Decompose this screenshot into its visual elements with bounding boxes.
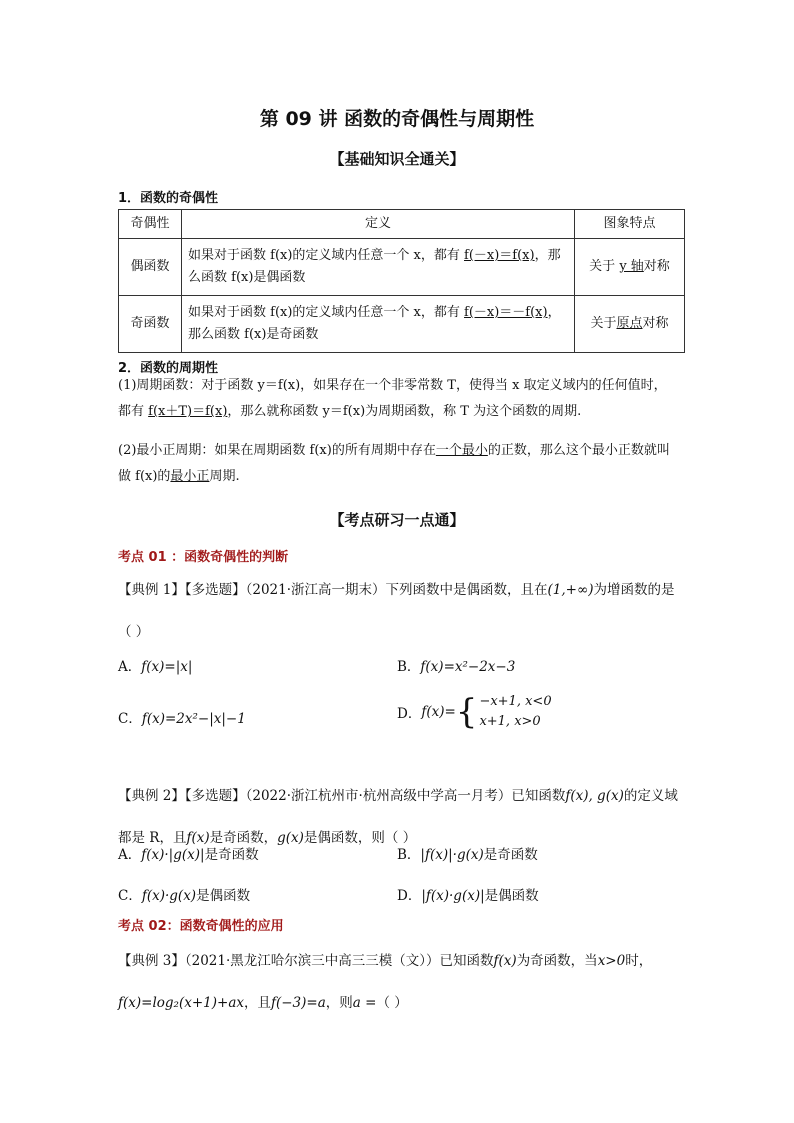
para-key: f(x＋T)＝f(x) [148, 404, 228, 419]
opt-label: A． [118, 847, 142, 863]
table-cell-definition [182, 296, 575, 353]
feat-key: 原点 [616, 316, 643, 331]
table-cell-feature [575, 296, 685, 353]
q-math: f(x) [186, 830, 210, 846]
table-header-cell: 定义 [182, 210, 575, 239]
topic-heading-01: 考点 01 ：函数奇偶性的判断 [118, 550, 289, 565]
ex1-option-a [118, 655, 192, 675]
section-heading-parity: 1．函数的奇偶性 [118, 191, 219, 206]
para-text: ，那么就称函数 y＝f(x)为周期函数，称 T 为这个函数的周期. [227, 404, 582, 419]
ex2-option-a [118, 843, 259, 863]
q-text: （ ） [376, 995, 408, 1011]
q-text: 时， [625, 953, 653, 969]
q-text: ，且 [243, 995, 271, 1011]
feat-text: 对称 [642, 316, 669, 331]
def-key: f(－x)＝－f(x) [464, 305, 548, 320]
q-text: 为增函数的是（ ） [118, 582, 675, 640]
q-math: a = [352, 995, 377, 1011]
opt-text: 是奇函数 [483, 847, 538, 863]
feat-text: 对称 [643, 259, 670, 274]
ex2-option-d [397, 884, 539, 904]
periodic-function-paragraph [118, 373, 678, 425]
brace-symbol: { [455, 692, 478, 732]
def-text: 如果对于函数 f(x)的定义域内任意一个 x，都有 [188, 248, 465, 263]
q-text: 【典例 2】【多选题】（2022·浙江杭州市·杭州高级中学高一月考）已知函数 [118, 788, 566, 804]
opt-math: f(x)=2x²−|x|−1 [141, 711, 246, 727]
q-text: ，则 [325, 995, 353, 1011]
opt-text: 是奇函数 [204, 847, 259, 863]
feat-key: y 轴 [619, 259, 644, 274]
page-title: 第 09 讲 函数的奇偶性与周期性 [259, 108, 535, 130]
q-math: (1,+∞) [547, 582, 594, 598]
q-text: 为奇函数，当 [516, 953, 598, 969]
q-text: 是奇函数， [209, 830, 278, 846]
para-key: 一个最小 [435, 443, 488, 458]
opt-math: f(x)= [421, 704, 456, 720]
parity-definition-table [118, 209, 685, 353]
table-cell-definition [182, 239, 575, 296]
example-1-question [118, 569, 683, 653]
q-math: g(x) [277, 830, 304, 846]
def-text: 如果对于函数 f(x)的定义域内任意一个 x，都有 [188, 305, 465, 320]
section-banner-basics: 【基础知识全通关】 [329, 150, 465, 168]
table-header-cell: 奇偶性 [119, 210, 182, 239]
section-heading-periodicity: 2．函数的周期性 [118, 361, 219, 376]
opt-math: f(x)·|g(x)| [141, 847, 205, 863]
piecewise-cases [479, 692, 551, 732]
piecewise-case: −x+1, x<0 [479, 694, 552, 709]
q-math: f(x) [493, 953, 517, 969]
opt-math: |f(x)|·g(x) [420, 847, 484, 863]
q-math: f(−3)=a [270, 995, 326, 1011]
opt-label: A． [118, 659, 142, 675]
opt-label: B． [397, 847, 421, 863]
table-cell-name: 奇函数 [119, 296, 182, 353]
q-math: f(x), g(x) [565, 788, 624, 804]
feat-text: 关于 [589, 259, 620, 274]
table-row [119, 239, 685, 296]
ex1-option-c [118, 707, 246, 727]
q-text: 【典例 1】【多选题】（2021·浙江高一期末）下列函数中是偶函数，且在 [118, 582, 548, 598]
q-text: 【典例 3】（2021·黑龙江哈尔滨三中高三三模（文））已知函数 [118, 953, 494, 969]
q-text: 是偶函数，则（ ） [303, 830, 417, 846]
opt-label: C． [118, 888, 142, 904]
opt-label: B． [397, 659, 421, 675]
topic-heading-02: 考点 02：函数奇偶性的应用 [118, 919, 284, 934]
table-cell-feature [575, 239, 685, 296]
feat-text: 关于 [590, 316, 617, 331]
opt-text: 是偶函数 [196, 888, 251, 904]
para-text: 周期. [209, 469, 240, 484]
opt-math: f(x)·g(x) [141, 888, 197, 904]
def-text: ，那么函数 f(x)是奇函数 [188, 305, 561, 342]
q-math: x>0 [597, 953, 626, 969]
opt-math: |f(x)·g(x)| [421, 888, 485, 904]
para-text: 的正数，那么这个最小正数就叫做 f(x)的 [118, 443, 670, 484]
q-text: 的定义域都是 R，且 [118, 788, 678, 846]
para-text: (1)周期函数：对于函数 y＝f(x)，如果存在一个非零常数 T，使得当 x 取定义域内的任何值时，都有 [118, 378, 667, 419]
ex1-option-d [397, 692, 552, 732]
q-math: f(x)=log₂(x+1)+ax [118, 995, 244, 1011]
example-3-question [118, 940, 683, 1024]
opt-label: D． [397, 888, 422, 904]
table-cell-name: 偶函数 [119, 239, 182, 296]
def-key: f(－x)＝f(x) [464, 248, 535, 263]
def-text: ，那么函数 f(x)是偶函数 [188, 248, 561, 285]
ex1-option-b [397, 655, 515, 675]
min-period-paragraph [118, 438, 678, 490]
piecewise-case: x+1, x>0 [479, 714, 541, 729]
opt-math: f(x)=x²−2x−3 [420, 659, 516, 675]
ex2-option-c [118, 884, 250, 904]
opt-text: 是偶函数 [484, 888, 539, 904]
table-row [119, 296, 685, 353]
ex2-option-b [397, 843, 538, 863]
table-header-row [119, 210, 685, 239]
table-header-cell: 图象特点 [575, 210, 685, 239]
opt-math: f(x)=|x| [141, 659, 193, 675]
opt-label: D． [397, 706, 422, 722]
para-key: 最小正 [170, 469, 210, 484]
para-text: (2)最小正周期：如果在周期函数 f(x)的所有周期中存在 [118, 443, 436, 458]
opt-label: C． [118, 711, 142, 727]
section-banner-practice: 【考点研习一点通】 [329, 511, 465, 529]
